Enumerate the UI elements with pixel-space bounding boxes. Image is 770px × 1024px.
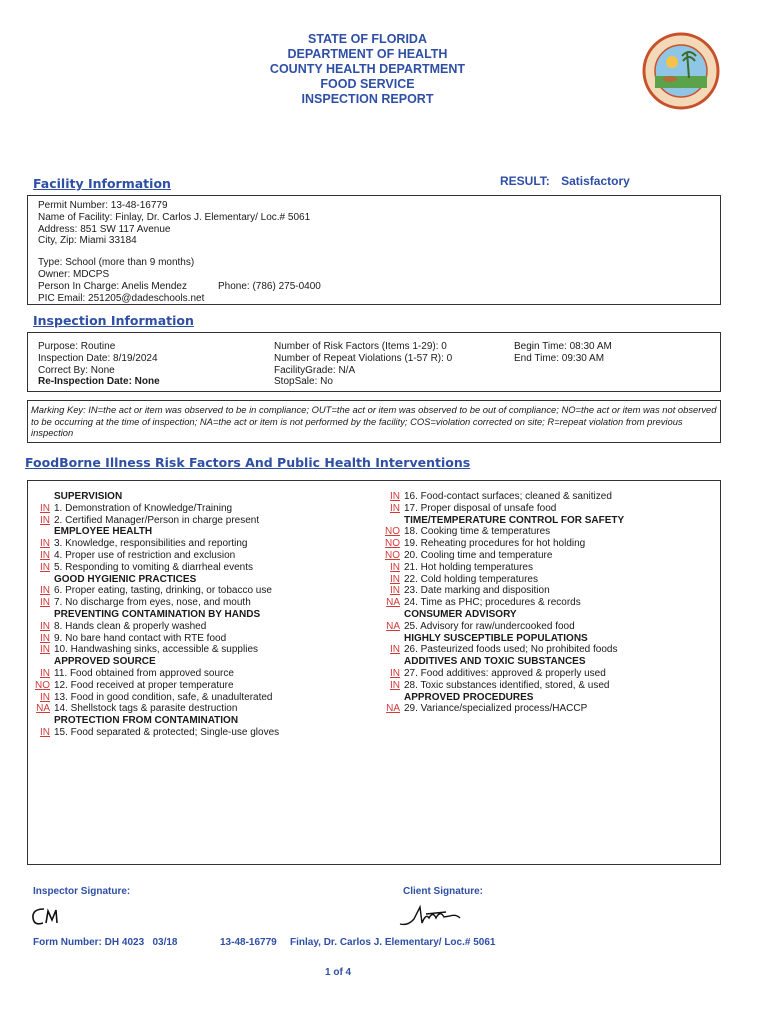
risk-item-text: 22. Cold holding temperatures [404, 573, 538, 585]
compliance-code: IN [390, 561, 400, 573]
risk-category-heading: ADDITIVES AND TOXIC SUBSTANCES [404, 656, 586, 668]
risk-item-text: 24. Time as PHC; procedures & records [404, 597, 581, 609]
result-value: Satisfactory [561, 174, 630, 188]
risk-category-heading: PREVENTING CONTAMINATION BY HANDS [54, 608, 261, 620]
risk-item-text: 5. Responding to vomiting & diarrheal events [54, 561, 254, 573]
compliance-code: IN [40, 597, 50, 609]
risk-item [382, 621, 624, 633]
risk-item-text: 16. Food-contact surfaces; cleaned & sanitized [404, 491, 612, 502]
risk-item [32, 538, 279, 550]
inspection-line: Correct By: None [38, 364, 115, 376]
header-line: DEPARTMENT OF HEALTH [287, 47, 448, 61]
risk-item [32, 703, 279, 715]
risk-item [382, 562, 624, 574]
risk-item-text: 2. Certified Manager/Person in charge present [54, 514, 260, 526]
risk-item-text: 25. Advisory for raw/undercooked food [404, 620, 575, 632]
header-line: COUNTY HEALTH DEPARTMENT [269, 62, 466, 76]
risk-category-heading: CONSUMER ADVISORY [404, 608, 517, 620]
risk-item [32, 562, 279, 574]
phone: Phone: (786) 275-0400 [218, 280, 321, 292]
risk-item [32, 727, 279, 739]
risk-item [32, 597, 279, 609]
risk-item-text: 10. Handwashing sinks, accessible & supplies [54, 644, 258, 656]
compliance-code: IN [40, 632, 50, 644]
compliance-code: IN [390, 667, 400, 679]
facility-line: Permit Number: 13-48-16779 [38, 200, 168, 211]
facility-line: Address: 851 SW 117 Avenue [38, 223, 171, 235]
inspection-col-1 [38, 341, 160, 388]
header-line: STATE OF FLORIDA [308, 32, 427, 46]
risk-item [382, 574, 624, 586]
risk-item-text: 3. Knowledge, responsibilities and reporting [54, 538, 248, 550]
reinspection-date: Re-Inspection Date: None [38, 376, 160, 388]
risk-item [32, 515, 279, 527]
risk-item-text: 7. No discharge from eyes, nose, and mouth [54, 597, 251, 609]
compliance-code: IN [40, 644, 50, 656]
form-number: Form Number: DH 4023 03/18 [33, 937, 178, 948]
facility-line: Type: School (more than 9 months) [38, 257, 195, 269]
footer-permit: 13-48-16779 [220, 937, 277, 948]
client-signature [398, 904, 464, 933]
person-in-charge: Person In Charge: Anelis Mendez [38, 280, 187, 292]
result [500, 174, 630, 188]
risk-left-column [32, 491, 279, 739]
compliance-code: NA [36, 703, 50, 715]
compliance-code: IN [40, 549, 50, 561]
risk-item-text: 18. Cooking time & temperatures [404, 526, 551, 538]
risk-item [32, 503, 279, 515]
risk-item-text: 27. Food additives: approved & properly used [404, 667, 606, 679]
risk-item [32, 585, 279, 597]
inspection-line: End Time: 09:30 AM [514, 352, 605, 364]
risk-item-text: 29. Variance/specialized process/HACCP [404, 703, 588, 715]
compliance-code: IN [40, 538, 50, 550]
risk-item-text: 21. Hot holding temperatures [404, 561, 533, 573]
risk-item [382, 491, 624, 503]
risk-item [32, 692, 279, 704]
risk-item-text: 17. Proper disposal of unsafe food [404, 502, 557, 514]
risk-item [382, 526, 624, 538]
compliance-code: IN [40, 726, 50, 738]
marking-key: Marking Key: IN=the act or item was observed to be in compliance; OUT=the act or item was observed to be out of compliance; NO=the act or item was not observed to be occurring at the time of inspection; NA=the act or item is not performed by the facility; COS=violation corrected on site; R=repeat violation from previous inspection [27, 400, 721, 443]
risk-item-text: 8. Hands clean & properly washed [54, 620, 207, 632]
risk-category-heading: APPROVED PROCEDURES [404, 691, 534, 703]
pic-email: PIC Email: 251205@dadeschools.net [38, 292, 205, 304]
risk-right-column [382, 491, 624, 715]
compliance-code: NA [386, 597, 400, 609]
risk-item-text: 20. Cooling time and temperature [404, 549, 553, 561]
risk-item [32, 621, 279, 633]
risk-item [382, 538, 624, 550]
facility-line: Owner: MDCPS [38, 268, 110, 280]
inspection-line: StopSale: No [274, 376, 333, 388]
client-signature-label: Client Signature: [403, 886, 484, 897]
compliance-code: IN [40, 667, 50, 679]
compliance-code: IN [40, 514, 50, 526]
compliance-code: IN [390, 491, 400, 502]
risk-item [382, 550, 624, 562]
risk-category-heading: TIME/TEMPERATURE CONTROL FOR SAFETY [404, 514, 625, 526]
facility-line [38, 281, 710, 293]
risk-item-text: 23. Date marking and disposition [404, 585, 550, 597]
facility-info-title: Facility Information [33, 176, 171, 191]
inspection-col-2 [274, 341, 452, 388]
risk-item-text: 15. Food separated & protected; Single-use gloves [54, 726, 280, 738]
risk-item-text: 11. Food obtained from approved source [54, 667, 234, 679]
risk-item-text: 13. Food in good condition, safe, & unadulterated [54, 691, 273, 703]
risk-item-text: 12. Food received at proper temperature [54, 679, 234, 691]
inspector-signature-label: Inspector Signature: [33, 886, 131, 897]
compliance-code: IN [390, 585, 400, 597]
compliance-code: IN [390, 644, 400, 656]
compliance-code: IN [40, 502, 50, 514]
compliance-code: NA [386, 620, 400, 632]
compliance-code: NO [35, 679, 50, 691]
inspection-line: Number of Repeat Violations (1-57 R): 0 [274, 352, 453, 364]
risk-item-text: 28. Toxic substances identified, stored, & used [404, 679, 610, 691]
compliance-code: IN [40, 691, 50, 703]
header-line: FOOD SERVICE [320, 77, 415, 91]
risk-item [32, 680, 279, 692]
risk-item-text: 26. Pasteurized foods used; No prohibited foods [404, 644, 618, 656]
compliance-code: IN [40, 585, 50, 597]
risk-category-heading: SUPERVISION [54, 491, 123, 502]
risk-item-text: 4. Proper use of restriction and exclusion [54, 549, 236, 561]
page-number: 1 of 4 [325, 967, 352, 978]
compliance-code: IN [40, 561, 50, 573]
footer-facility: Finlay, Dr. Carlos J. Elementary/ Loc.# 5061 [290, 937, 496, 948]
risk-item [32, 644, 279, 656]
facility-line: Name of Facility: Finlay, Dr. Carlos J. Elementary/ Loc.# 5061 [38, 211, 311, 223]
compliance-code: IN [40, 620, 50, 632]
facility-info-box [27, 195, 721, 305]
risk-item [382, 597, 624, 609]
compliance-code: NA [386, 703, 400, 715]
compliance-code: NO [385, 526, 400, 538]
inspection-line: FacilityGrade: N/A [274, 364, 356, 376]
risk-item [382, 680, 624, 692]
inspection-line: Inspection Date: 8/19/2024 [38, 352, 158, 364]
compliance-code: NO [385, 549, 400, 561]
risk-item [382, 703, 624, 715]
risk-category-heading: PROTECTION FROM CONTAMINATION [54, 715, 239, 727]
risk-item-text: 6. Proper eating, tasting, drinking, or tobacco use [54, 585, 272, 597]
inspection-info-title: Inspection Information [33, 313, 194, 328]
risk-item-text: 19. Reheating procedures for hot holding [404, 538, 586, 550]
risk-item-text: 1. Demonstration of Knowledge/Training [54, 502, 233, 514]
risk-category-heading: EMPLOYEE HEALTH [54, 526, 153, 538]
result-label: RESULT: [500, 174, 550, 188]
risk-category-heading: APPROVED SOURCE [54, 656, 156, 668]
compliance-code: IN [390, 679, 400, 691]
risk-item [32, 668, 279, 680]
risk-item [32, 550, 279, 562]
inspector-signature [30, 905, 70, 934]
inspection-info-box [27, 332, 721, 392]
compliance-code: NO [385, 538, 400, 550]
inspection-col-3 [514, 341, 612, 365]
state-seal-icon [642, 32, 720, 110]
risk-factors-title: FoodBorne Illness Risk Factors And Public Health Interventions [25, 455, 471, 470]
report-header [235, 32, 500, 107]
risk-item [382, 644, 624, 656]
compliance-code: IN [390, 573, 400, 585]
header-line: INSPECTION REPORT [301, 92, 434, 106]
inspection-line: Purpose: Routine [38, 341, 116, 352]
risk-category-heading: GOOD HYGIENIC PRACTICES [54, 573, 197, 585]
inspection-line: Number of Risk Factors (Items 1-29): 0 [274, 341, 447, 352]
risk-item [382, 503, 624, 515]
inspection-line: Begin Time: 08:30 AM [514, 341, 612, 352]
risk-item [32, 633, 279, 645]
risk-item [382, 668, 624, 680]
risk-item-text: 9. No bare hand contact with RTE food [54, 632, 227, 644]
facility-line: City, Zip: Miami 33184 [38, 235, 137, 247]
compliance-code: IN [390, 502, 400, 514]
risk-category-heading: HIGHLY SUSCEPTIBLE POPULATIONS [404, 632, 588, 644]
risk-item-text: 14. Shellstock tags & parasite destruction [54, 703, 238, 715]
risk-item [382, 585, 624, 597]
